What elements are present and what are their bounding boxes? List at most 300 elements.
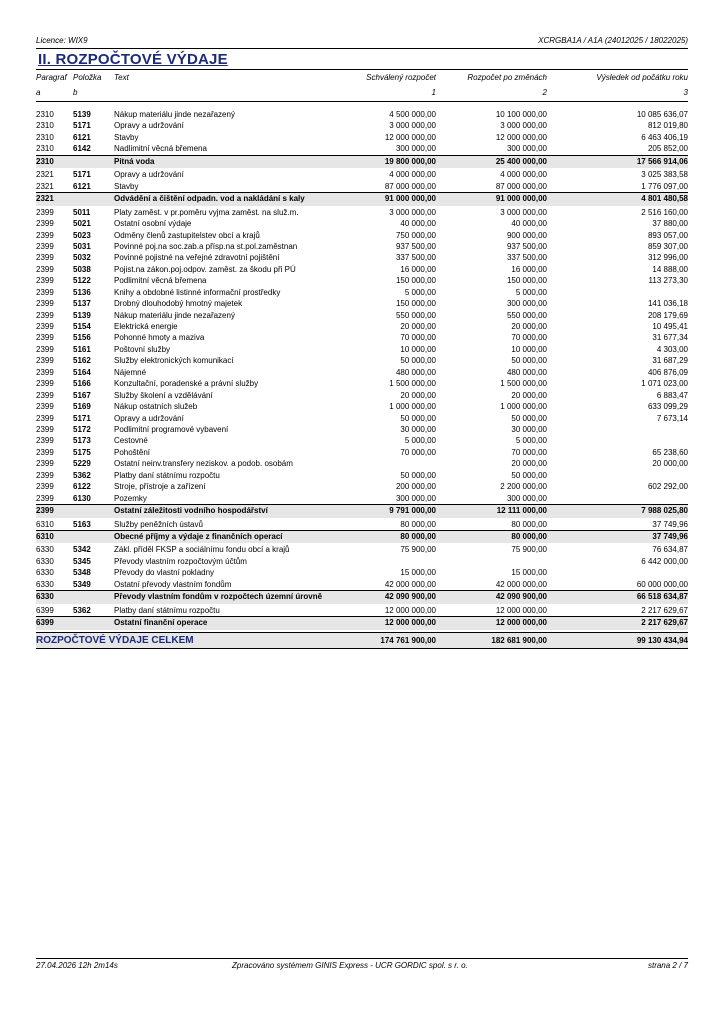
cell-paragraf: 2399 <box>36 413 54 423</box>
cell-vysledek: 2 516 160,00 <box>641 207 688 217</box>
cell-text: Stavby <box>114 181 139 191</box>
cell-po-zmenach: 2 200 000,00 <box>500 482 547 492</box>
footer-divider <box>36 958 688 959</box>
cell-text: Nákup ostatních služeb <box>114 402 198 412</box>
header-divider <box>36 48 688 49</box>
cell-polozka: 5175 <box>73 447 91 457</box>
cell-schvaleny: 550 000,00 <box>395 310 436 320</box>
cell-polozka: 5156 <box>73 333 91 343</box>
cell-text: Odvádění a čištění odpadn. vod a nakládání s kaly <box>114 194 305 204</box>
table-row <box>36 252 688 263</box>
cell-po-zmenach: 42 090 900,00 <box>495 592 547 602</box>
cell-text: Povinné pojistné na veřejné zdravotní pojištění <box>114 253 280 263</box>
cell-text: Nákup materiálu jinde nezařazený <box>114 310 235 320</box>
cell-vysledek: 859 307,00 <box>647 241 688 251</box>
cell-paragraf: ROZPOČTOVÉ VÝDAJE CELKEM <box>36 634 194 646</box>
page-title: II. ROZPOČTOVÉ VÝDAJE <box>38 51 228 68</box>
cell-schvaleny: 174 761 900,00 <box>380 635 436 645</box>
cell-polozka: 5032 <box>73 253 91 263</box>
cell-po-zmenach: 300 000,00 <box>506 144 547 154</box>
cell-text: Poštovní služby <box>114 344 171 354</box>
cell-polozka: 5162 <box>73 356 91 366</box>
cell-schvaleny: 50 000,00 <box>400 470 436 480</box>
cell-po-zmenach: 4 000 000,00 <box>500 170 547 180</box>
table-row <box>36 109 688 120</box>
cell-schvaleny: 337 500,00 <box>395 253 436 263</box>
cell-text: Nadlimitní věcná břemena <box>114 144 207 154</box>
table-row <box>36 264 688 275</box>
report-code: XCRGBA1A / A1A (24012025 / 18022025) <box>538 36 688 45</box>
cell-po-zmenach: 12 000 000,00 <box>495 618 547 628</box>
column-subheaders <box>36 88 688 100</box>
cell-po-zmenach: 70 000,00 <box>511 447 547 457</box>
table-row <box>36 544 688 555</box>
grand-total-row <box>36 632 688 649</box>
cell-schvaleny: 150 000,00 <box>395 299 436 309</box>
table-row <box>36 401 688 412</box>
cell-paragraf: 2399 <box>36 230 54 240</box>
cell-polozka: 5171 <box>73 413 91 423</box>
cell-po-zmenach: 20 000,00 <box>511 322 547 331</box>
cell-po-zmenach: 87 000 000,00 <box>495 181 547 191</box>
table-row <box>36 424 688 435</box>
cell-po-zmenach: 25 400 000,00 <box>495 156 547 166</box>
cell-polozka: 6130 <box>73 493 91 503</box>
cell-po-zmenach: 1 000 000,00 <box>500 402 547 412</box>
cell-po-zmenach: 937 500,00 <box>506 241 547 251</box>
cell-vysledek: 65 238,60 <box>652 447 688 457</box>
cell-schvaleny: 480 000,00 <box>395 367 436 377</box>
col-schvaleny: Schválený rozpočet <box>366 73 436 82</box>
cell-polozka: 5122 <box>73 276 91 286</box>
cell-polozka: 5137 <box>73 299 91 309</box>
cell-polozka: 5164 <box>73 367 91 377</box>
cell-po-zmenach: 900 000,00 <box>506 230 547 240</box>
cell-paragraf: 6310 <box>36 531 54 541</box>
cell-text: Platy zaměst. v pr.poměru vyjma zaměst. na služ.m. <box>114 207 299 217</box>
cell-text: Zákl. příděl FKSP a sociálnímu fondu obcí a krajů <box>114 545 290 555</box>
cell-po-zmenach: 75 900,00 <box>511 545 547 555</box>
cell-polozka: 5172 <box>73 424 91 434</box>
cell-paragraf: 6330 <box>36 545 54 555</box>
cell-paragraf: 2399 <box>36 219 54 229</box>
cell-schvaleny: 80 000,00 <box>400 519 436 529</box>
cell-polozka: 5154 <box>73 322 91 331</box>
cell-paragraf: 2399 <box>36 310 54 320</box>
table-row <box>36 470 688 481</box>
cell-schvaleny: 91 000 000,00 <box>384 194 436 204</box>
title-divider <box>36 69 688 70</box>
cell-vysledek: 60 000 000,00 <box>636 579 688 589</box>
cell-po-zmenach: 182 681 900,00 <box>491 635 547 645</box>
cell-schvaleny: 937 500,00 <box>395 241 436 251</box>
cell-schvaleny: 42 090 900,00 <box>384 592 436 602</box>
cell-schvaleny: 70 000,00 <box>400 333 436 343</box>
table-row <box>36 390 688 401</box>
cell-text: Převody vlastním fondům v rozpočtech územní úrovně <box>114 592 323 602</box>
cell-schvaleny: 10 000,00 <box>400 344 436 354</box>
cell-polozka: 6122 <box>73 482 91 492</box>
cell-vysledek: 3 025 383,58 <box>641 170 688 180</box>
cell-vysledek: 37 749,96 <box>652 519 688 529</box>
cell-text: Stroje, přístroje a zařízení <box>114 482 206 492</box>
cell-polozka: 5173 <box>73 436 91 446</box>
col-sub-1: 1 <box>431 88 436 97</box>
cell-vysledek: 812 019,80 <box>647 121 688 131</box>
cell-vysledek: 66 518 634,87 <box>636 592 688 602</box>
cell-text: Platby daní státnímu rozpočtu <box>114 605 220 615</box>
cell-text: Ostatní převody vlastním fondům <box>114 579 232 589</box>
cell-polozka: 5139 <box>73 110 91 119</box>
cell-polozka: 5169 <box>73 402 91 412</box>
cell-text: Ostatní záležitosti vodního hospodářství <box>114 506 268 515</box>
cell-polozka: 5031 <box>73 241 91 251</box>
cell-vysledek: 76 634,87 <box>652 545 688 555</box>
cell-po-zmenach: 5 000,00 <box>515 436 547 446</box>
column-headers <box>36 73 688 85</box>
table-row <box>36 556 688 567</box>
cell-paragraf: 2310 <box>36 132 54 142</box>
col-sub-2: 2 <box>542 88 547 97</box>
cell-polozka: 6121 <box>73 132 91 142</box>
cell-po-zmenach: 3 000 000,00 <box>500 121 547 131</box>
cell-schvaleny: 87 000 000,00 <box>384 181 436 191</box>
cell-vysledek: 37 880,00 <box>652 219 688 229</box>
cell-paragraf: 2399 <box>36 207 54 217</box>
cell-schvaleny: 1 500 000,00 <box>389 379 436 389</box>
cell-text: Podlimitní věcná břemena <box>114 276 207 286</box>
col-text: Text <box>114 73 129 82</box>
cell-paragraf: 2310 <box>36 110 54 119</box>
cell-text: Převody do vlastní pokladny <box>114 568 215 578</box>
table-row <box>36 605 688 616</box>
cell-polozka: 5038 <box>73 264 91 274</box>
cell-po-zmenach: 70 000,00 <box>511 333 547 343</box>
table-row <box>36 132 688 143</box>
cell-paragraf: 2399 <box>36 447 54 457</box>
cell-text: Opravy a udržování <box>114 413 184 423</box>
cell-polozka: 6121 <box>73 181 91 191</box>
cell-schvaleny: 20 000,00 <box>400 322 436 331</box>
cell-text: Stavby <box>114 132 139 142</box>
col-paragraf: Paragraf <box>36 73 67 82</box>
cell-paragraf: 6330 <box>36 568 54 578</box>
table-row <box>36 321 688 332</box>
cell-paragraf: 2310 <box>36 156 54 166</box>
cell-vysledek: 205 852,00 <box>647 144 688 154</box>
cell-schvaleny: 750 000,00 <box>395 230 436 240</box>
cell-paragraf: 6330 <box>36 592 54 602</box>
cell-polozka: 5362 <box>73 605 91 615</box>
cell-text: Odměny členů zastupitelstev obcí a krajů <box>114 230 260 240</box>
cell-text: Pitná voda <box>114 156 155 166</box>
table-row <box>36 481 688 492</box>
cell-po-zmenach: 20 000,00 <box>511 459 547 469</box>
table-row <box>36 169 688 180</box>
cell-paragraf: 6310 <box>36 519 54 529</box>
table-row <box>36 298 688 309</box>
cell-schvaleny: 19 800 000,00 <box>384 156 436 166</box>
cell-text: Obecné příjmy a výdaje z finančních operací <box>114 531 283 541</box>
table-row <box>36 120 688 131</box>
cell-paragraf: 2399 <box>36 506 54 515</box>
cell-paragraf: 2321 <box>36 170 54 180</box>
cell-schvaleny: 5 000,00 <box>404 287 436 297</box>
cell-po-zmenach: 20 000,00 <box>511 390 547 400</box>
cell-vysledek: 602 292,00 <box>647 482 688 492</box>
cell-paragraf: 2399 <box>36 436 54 446</box>
cell-paragraf: 2399 <box>36 459 54 469</box>
cell-po-zmenach: 80 000,00 <box>511 519 547 529</box>
cell-schvaleny: 12 000 000,00 <box>384 605 436 615</box>
cell-schvaleny: 4 500 000,00 <box>389 110 436 119</box>
print-date: 27.04.2026 12h 2m14s <box>36 961 118 970</box>
expenditure-table <box>36 109 688 649</box>
cell-polozka: 5023 <box>73 230 91 240</box>
cell-polozka: 6142 <box>73 144 91 154</box>
cell-text: Služby školení a vzdělávání <box>114 390 213 400</box>
table-row <box>36 458 688 469</box>
subtotal-row <box>36 530 688 544</box>
table-row <box>36 435 688 446</box>
cell-schvaleny: 1 000 000,00 <box>389 402 436 412</box>
cell-text: Platby daní státnímu rozpočtu <box>114 470 220 480</box>
cell-vysledek: 4 303,00 <box>656 344 688 354</box>
cell-paragraf: 2399 <box>36 402 54 412</box>
cell-po-zmenach: 300 000,00 <box>506 299 547 309</box>
cell-po-zmenach: 30 000,00 <box>511 424 547 434</box>
cell-text: Opravy a udržování <box>114 170 184 180</box>
cell-polozka: 5161 <box>73 344 91 354</box>
cell-po-zmenach: 50 000,00 <box>511 413 547 423</box>
table-row <box>36 493 688 504</box>
cell-paragraf: 2310 <box>36 121 54 131</box>
cell-polozka: 5348 <box>73 568 91 578</box>
cell-text: Nákup materiálu jinde nezařazený <box>114 110 235 119</box>
cell-text: Ostatní osobní výdaje <box>114 219 192 229</box>
cell-polozka: 5021 <box>73 219 91 229</box>
cell-po-zmenach: 337 500,00 <box>506 253 547 263</box>
cell-polozka: 5342 <box>73 545 91 555</box>
table-row <box>36 181 688 192</box>
cell-vysledek: 2 217 629,67 <box>641 618 688 628</box>
cell-paragraf: 2399 <box>36 299 54 309</box>
subtotal-row <box>36 504 688 518</box>
cell-vysledek: 10 495,41 <box>652 322 688 331</box>
subtotal-row <box>36 616 688 630</box>
table-row <box>36 367 688 378</box>
col-sub-a: a <box>36 88 41 97</box>
cell-vysledek: 31 677,34 <box>652 333 688 343</box>
cell-schvaleny: 50 000,00 <box>400 356 436 366</box>
cell-polozka: 5362 <box>73 470 91 480</box>
cell-po-zmenach: 91 000 000,00 <box>495 194 547 204</box>
cell-text: Služby elektronických komunikací <box>114 356 234 366</box>
licence-label: Licence: WIX9 <box>36 36 88 45</box>
cell-paragraf: 2321 <box>36 194 54 204</box>
cell-paragraf: 2399 <box>36 470 54 480</box>
cell-schvaleny: 4 000 000,00 <box>389 170 436 180</box>
cell-paragraf: 2399 <box>36 264 54 274</box>
cell-po-zmenach: 40 000,00 <box>511 219 547 229</box>
cell-polozka: 5171 <box>73 170 91 180</box>
cell-text: Pohoštění <box>114 447 151 457</box>
table-row <box>36 143 688 154</box>
cell-vysledek: 1 071 023,00 <box>641 379 688 389</box>
table-row <box>36 241 688 252</box>
table-row <box>36 344 688 355</box>
cell-vysledek: 14 888,00 <box>652 264 688 274</box>
cell-vysledek: 312 996,00 <box>647 253 688 263</box>
cell-vysledek: 6 883,47 <box>656 390 688 400</box>
cell-vysledek: 406 876,09 <box>647 367 688 377</box>
col-po-zmenach: Rozpočet po změnách <box>467 73 547 82</box>
cell-schvaleny: 50 000,00 <box>400 413 436 423</box>
table-row <box>36 287 688 298</box>
cell-schvaleny: 12 000 000,00 <box>384 618 436 628</box>
cell-po-zmenach: 12 111 000,00 <box>496 506 547 515</box>
cell-paragraf: 2399 <box>36 241 54 251</box>
page-number: strana 2 / 7 <box>647 961 688 970</box>
cell-paragraf: 2399 <box>36 253 54 263</box>
subtotal-row <box>36 192 688 206</box>
table-row <box>36 355 688 366</box>
cell-paragraf: 2399 <box>36 344 54 354</box>
cell-polozka: 5349 <box>73 579 91 589</box>
table-row <box>36 567 688 578</box>
cell-schvaleny: 30 000,00 <box>400 424 436 434</box>
table-row <box>36 207 688 218</box>
cell-vysledek: 20 000,00 <box>652 459 688 469</box>
cell-polozka: 5167 <box>73 390 91 400</box>
cell-schvaleny: 3 000 000,00 <box>389 121 436 131</box>
col-polozka: Položka <box>73 73 102 82</box>
cell-schvaleny: 9 791 000,00 <box>389 506 436 515</box>
cell-text: Elektrická energie <box>114 322 178 331</box>
cell-schvaleny: 40 000,00 <box>400 219 436 229</box>
cell-po-zmenach: 15 000,00 <box>511 568 547 578</box>
table-row <box>36 218 688 229</box>
cell-polozka: 5345 <box>73 556 91 566</box>
cell-schvaleny: 300 000,00 <box>395 144 436 154</box>
cell-vysledek: 7 988 025,80 <box>641 506 688 515</box>
cell-schvaleny: 16 000,00 <box>400 264 436 274</box>
table-row <box>36 519 688 530</box>
table-row <box>36 332 688 343</box>
cell-po-zmenach: 50 000,00 <box>511 356 547 366</box>
cell-vysledek: 141 036,18 <box>647 299 688 309</box>
cell-text: Služby peněžních ústavů <box>114 519 203 529</box>
cell-polozka: 5171 <box>73 121 91 131</box>
system-note: Zpracováno systémem GINIS Express - UCR GORDIC spol. s r. o. <box>232 961 468 970</box>
cell-schvaleny: 200 000,00 <box>395 482 436 492</box>
cell-text: Převody vlastním rozpočtovým účtům <box>114 556 247 566</box>
cell-vysledek: 7 673,14 <box>656 413 688 423</box>
cell-vysledek: 31 687,29 <box>652 356 688 366</box>
cell-po-zmenach: 16 000,00 <box>511 264 547 274</box>
subtotal-row <box>36 155 688 169</box>
cell-polozka: 5229 <box>73 459 91 469</box>
subtotal-row <box>36 590 688 604</box>
cell-schvaleny: 300 000,00 <box>395 493 436 503</box>
cell-paragraf: 2399 <box>36 367 54 377</box>
cell-vysledek: 113 273,30 <box>648 276 688 286</box>
cell-po-zmenach: 300 000,00 <box>506 493 547 503</box>
cell-po-zmenach: 12 000 000,00 <box>495 605 547 615</box>
cell-schvaleny: 15 000,00 <box>400 568 436 578</box>
cell-po-zmenach: 80 000,00 <box>511 531 547 541</box>
cell-schvaleny: 80 000,00 <box>400 531 436 541</box>
cell-text: Pozemky <box>114 493 147 503</box>
cell-text: Ostatní neinv.transfery neziskov. a podob. osobám <box>114 459 293 469</box>
cell-text: Pojist.na zákon.poj.odpov. zaměst. za škodu při PÚ <box>114 264 296 274</box>
cell-vysledek: 6 463 406,19 <box>641 132 688 142</box>
cell-paragraf: 6399 <box>36 618 54 628</box>
cell-paragraf: 2399 <box>36 333 54 343</box>
report-header <box>36 36 688 48</box>
cell-vysledek: 6 442 000,00 <box>641 556 688 566</box>
cell-schvaleny: 20 000,00 <box>400 390 436 400</box>
cell-text: Pohonné hmoty a maziva <box>114 333 205 343</box>
col-vysledek: Výsledek od počátku roku <box>596 73 688 82</box>
cell-paragraf: 2399 <box>36 390 54 400</box>
cell-paragraf: 2399 <box>36 482 54 492</box>
cell-vysledek: 893 057,00 <box>647 230 688 240</box>
cell-polozka: 5011 <box>73 207 91 217</box>
cell-paragraf: 2399 <box>36 276 54 286</box>
table-row <box>36 230 688 241</box>
cell-po-zmenach: 12 000 000,00 <box>495 132 547 142</box>
table-row <box>36 378 688 389</box>
cell-po-zmenach: 3 000 000,00 <box>500 207 547 217</box>
cell-paragraf: 6399 <box>36 605 54 615</box>
cell-text: Cestovné <box>114 436 148 446</box>
cell-paragraf: 2310 <box>36 144 54 154</box>
cell-po-zmenach: 480 000,00 <box>506 367 547 377</box>
cell-text: Knihy a obdobné listinné informační prostředky <box>114 287 281 297</box>
cell-vysledek: 17 566 914,06 <box>636 156 688 166</box>
cell-po-zmenach: 50 000,00 <box>511 470 547 480</box>
cell-vysledek: 1 776 097,00 <box>641 181 688 191</box>
cell-paragraf: 6330 <box>36 579 54 589</box>
cell-paragraf: 2399 <box>36 356 54 366</box>
cell-po-zmenach: 150 000,00 <box>506 276 547 286</box>
cell-paragraf: 2399 <box>36 322 54 331</box>
cell-text: Opravy a udržování <box>114 121 184 131</box>
cell-vysledek: 633 099,29 <box>647 402 688 412</box>
col-sub-b: b <box>73 88 78 97</box>
cell-schvaleny: 3 000 000,00 <box>389 207 436 217</box>
cell-po-zmenach: 42 000 000,00 <box>495 579 547 589</box>
cell-vysledek: 99 130 434,94 <box>636 635 688 645</box>
cell-paragraf: 2399 <box>36 493 54 503</box>
cell-text: Povinné poj.na soc.zab.a přísp.na st.pol.zaměstnan <box>114 241 298 251</box>
cell-po-zmenach: 1 500 000,00 <box>500 379 547 389</box>
cell-schvaleny: 75 900,00 <box>400 545 436 555</box>
cell-polozka: 5166 <box>73 379 91 389</box>
cell-paragraf: 2321 <box>36 181 54 191</box>
cell-polozka: 5163 <box>73 519 91 529</box>
cell-text: Drobný dlouhodobý hmotný majetek <box>114 299 243 309</box>
table-row <box>36 310 688 321</box>
cell-paragraf: 2399 <box>36 424 54 434</box>
table-row <box>36 413 688 424</box>
cell-vysledek: 10 085 636,07 <box>636 110 688 119</box>
cell-text: Podlimitní programové vybavení <box>114 424 229 434</box>
table-header-divider <box>36 101 688 102</box>
cell-polozka: 5136 <box>73 287 91 297</box>
cell-schvaleny: 70 000,00 <box>400 447 436 457</box>
